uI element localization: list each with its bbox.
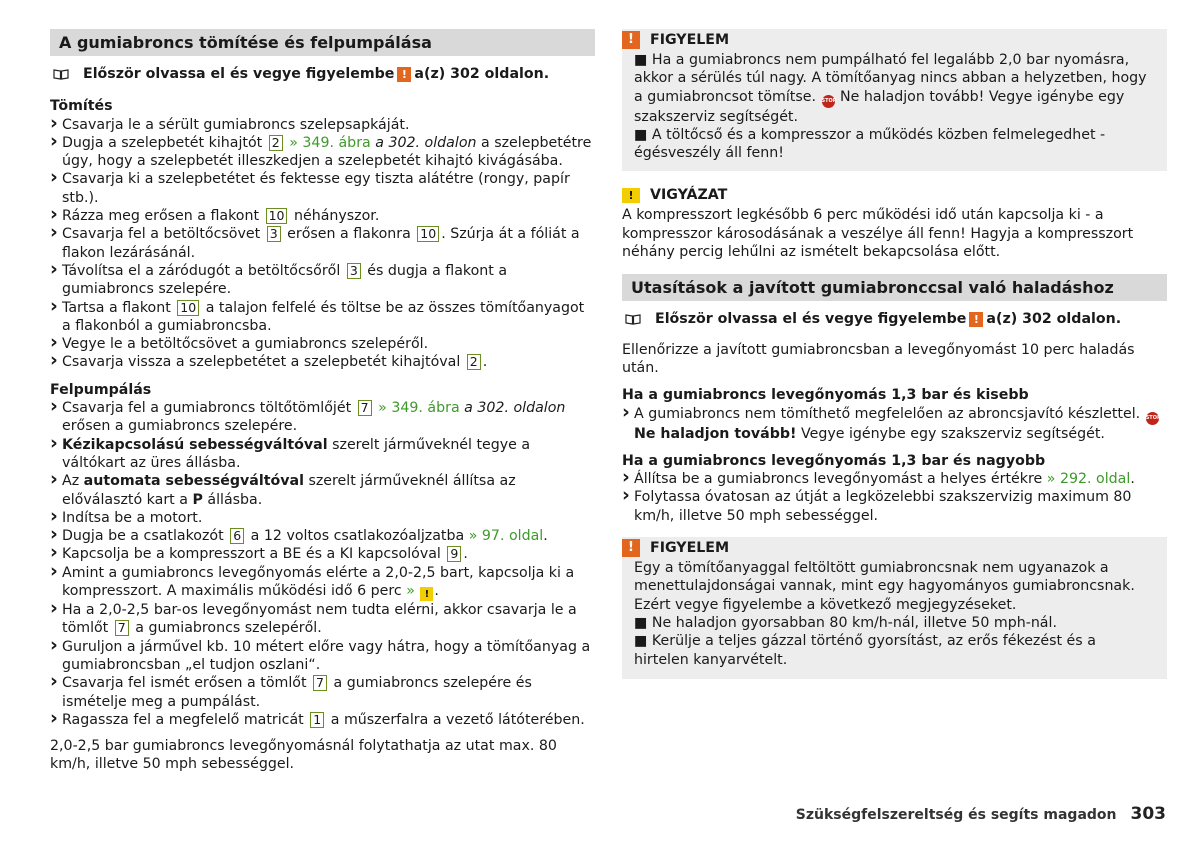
figure-ref: 10	[177, 300, 199, 316]
list-item: › Guruljon a járművel kb. 10 métert előre vagy hátra, hogy a tömítőanyag a gumiabroncsban „el tudjon oszlani“.	[50, 638, 595, 675]
list-item: › Kézikapcsolású sebességváltóval szerelt járműveknél tegye a váltókart az üres állásba.	[50, 436, 595, 473]
list-item: › Indítsa be a motort.	[50, 509, 595, 527]
closing-paragraph: 2,0-2,5 bar gumiabroncs levegőnyomásnál folytathatja az utat max. 80 km/h, illetve 50 mph sebességgel.	[50, 738, 557, 773]
list-item: › Amint a gumiabroncs levegőnyomás elérte a 2,0-2,5 bart, kapcsolja ki a kompresszort. A maximális működési idő 6 perc » ! .	[50, 564, 595, 601]
figure-ref: 10	[417, 226, 439, 242]
list-item: › Állítsa be a gumiabroncs levegőnyomást a helyes értékre » 292. oldal.	[622, 470, 1167, 488]
figure-ref: 6	[230, 528, 244, 544]
caution-triangle-icon[interactable]: !	[420, 587, 433, 601]
cross-ref-link[interactable]: » 292. oldal	[1046, 471, 1131, 488]
list-item: › Ha a 2,0-2,5 bar-os levegőnyomást nem tudta elérni, akkor csavarja le a tömlőt 7 a gumiabroncs szelepéről.	[50, 601, 595, 638]
footer-section-title: Szükségfelszereltség és segíts magadon	[795, 807, 1117, 823]
warning-title: FIGYELEM	[650, 31, 730, 48]
caution-box	[622, 184, 1167, 261]
page-footer	[796, 805, 1166, 824]
caution-triangle-icon: !	[622, 188, 640, 203]
list-item: › Dugja be a csatlakozót 6 a 12 voltos csatlakozóaljzatba » 97. oldal.	[50, 527, 595, 545]
list-item: › Rázza meg erősen a flakont 10 néhányszor.	[50, 207, 595, 225]
caution-text: A kompresszort legkésőbb 6 perc működési idő után kapcsolja ki - a kompresszor károsodásának a veszélye áll fenn! Hagyja a kompresszort néhány percig lehűlni az ismételt bekapcsolása előtt.	[622, 207, 1134, 261]
list-item: › Kapcsolja be a kompresszort a BE és a KI kapcsolóval 9 .	[50, 545, 595, 563]
exclamation-icon: !	[622, 31, 640, 49]
list-item: › Csavarja fel a gumiabroncs töltőtömlőjét 7 » 349. ábra a 302. oldalon erősen a gumiabroncs szelepére.	[50, 399, 595, 436]
exclamation-icon[interactable]: !	[969, 312, 983, 327]
list-item: › Tartsa a flakont 10 a talajon felfelé és töltse be az összes tömítőanyagot a flakonból a gumiabroncsba.	[50, 299, 595, 336]
cross-ref-link[interactable]: » 97. oldal	[468, 528, 544, 545]
warning-box: ! FIGYELEM Egy a tömítőanyaggal feltöltött gumiabroncsnak nem ugyanazok a menettulajdonságai vannak, mint egy hagyományos gumiabroncsnak. Ezért vegye figyelembe a következő megjegyzéseket. ■ Ne haladjon gyorsabban 80 km/h-nál, illetve 50 mph-nál. ■ Kerülje a teljes gázzal történő gyorsítást, az erős fékezést és a hirtelen kanyarvételt.	[622, 537, 1167, 679]
figure-ref: 2	[269, 135, 283, 151]
stop-sign-icon: STOP	[822, 95, 835, 108]
figure-ref: 1	[310, 712, 324, 728]
list-item: › Csavarja fel a betöltőcsövet 3 erősen a flakonra 10 . Szúrja át a fóliát a flakon lezárásánál.	[50, 225, 595, 262]
cross-ref-link[interactable]: »	[406, 583, 415, 600]
read-first-note: Először olvassa el és vegye figyelembe ! a(z) 302 oldalon.	[50, 65, 595, 83]
list-item: › Folytassa óvatosan az útját a legközelebbi szakszervizig maximum 80 km/h, illetve 50 mph sebességgel.	[622, 488, 1167, 525]
warning-box: ! FIGYELEM ■ Ha a gumiabroncs nem pumpálható fel legalább 2,0 bar nyomásra, akkor a sérülés túl nagy. A tömítőanyag nincs abban a helyzetben, hogy a gumiabroncsot tömítse. STOP Ne haladjon tovább! Vegye igénybe egy szakszerviz segítségét. ■ A töltőcső és a kompresszor a működés közben felmelegedhet - égésveszély áll fenn!	[622, 29, 1167, 171]
figure-ref: 7	[313, 675, 327, 691]
section-title: Utasítások a javított gumiabronccsal való haladáshoz	[622, 274, 1167, 301]
figure-ref: 3	[347, 263, 361, 279]
list-item: › Távolítsa el a záródugót a betöltőcsőről 3 és dugja a flakont a gumiabroncs szelepére.	[50, 262, 595, 299]
list-item: › Vegye le a betöltőcsövet a gumiabroncs szelepéről.	[50, 335, 595, 353]
list-item: › Csavarja fel ismét erősen a tömlőt 7 a gumiabroncs szelepére és ismételje meg a pumpálást.	[50, 674, 595, 711]
figure-ref: 3	[267, 226, 281, 242]
exclamation-icon[interactable]: !	[397, 67, 411, 82]
cross-ref-link[interactable]: » 349. ábra	[378, 400, 460, 417]
read-first-note: Először olvassa el és vegye figyelembe ! a(z) 302 oldalon.	[622, 310, 1167, 328]
book-icon	[53, 69, 69, 80]
page-number: 303	[1130, 804, 1166, 824]
stop-sign-icon: STOP	[1146, 412, 1159, 425]
exclamation-icon: !	[622, 539, 640, 557]
book-icon	[625, 314, 641, 325]
low-pressure-heading: Ha a gumiabroncs levegőnyomás 1,3 bar és kisebb	[622, 387, 1029, 404]
intro-text: Ellenőrizze a javított gumiabroncsban a levegőnyomást 10 perc haladás után.	[622, 341, 1135, 376]
list-item: › Csavarja le a sérült gumiabroncs szelepsapkáját.	[50, 116, 595, 134]
figure-ref: 9	[447, 546, 461, 562]
seal-heading: Tömítés	[50, 98, 113, 115]
caution-title: VIGYÁZAT	[650, 187, 728, 204]
right-column	[622, 29, 1167, 679]
high-pressure-heading: Ha a gumiabroncs levegőnyomás 1,3 bar és nagyobb	[622, 452, 1046, 469]
pump-heading: Felpumpálás	[50, 381, 152, 398]
list-item: › Csavarja vissza a szelepbetétet a szelepbetét kihajtóval 2 .	[50, 353, 595, 371]
figure-ref: 7	[358, 400, 372, 416]
list-item: › Dugja a szelepbetét kihajtót 2 » 349. ábra a 302. oldalon a szelepbetétre úgy, hogy a szelepbetét illeszkedjen a szelepbetét kihajtó kivágásába.	[50, 134, 595, 171]
list-item: › Ragassza fel a megfelelő matricát 1 a műszerfalra a vezető látóterében.	[50, 711, 595, 729]
cross-ref-link[interactable]: » 349. ábra	[289, 134, 371, 151]
list-item: › Az automata sebességváltóval szerelt járműveknél állítsa az előválasztó kart a P állásba.	[50, 472, 595, 509]
section-title: A gumiabroncs tömítése és felpumpálása	[50, 29, 595, 56]
list-item: › A gumiabroncs nem tömíthető megfelelően az abroncsjavító készlettel. STOP Ne haladjon tovább! Vegye igénybe egy szakszerviz segítségét.	[622, 405, 1167, 443]
figure-ref: 7	[115, 620, 129, 636]
left-column	[50, 29, 595, 774]
figure-ref: 2	[467, 354, 481, 370]
list-item: › Csavarja ki a szelepbetétet és fektesse egy tiszta alátétre (rongy, papír stb.).	[50, 170, 595, 207]
figure-ref: 10	[266, 208, 288, 224]
warning-title: FIGYELEM	[650, 539, 730, 556]
